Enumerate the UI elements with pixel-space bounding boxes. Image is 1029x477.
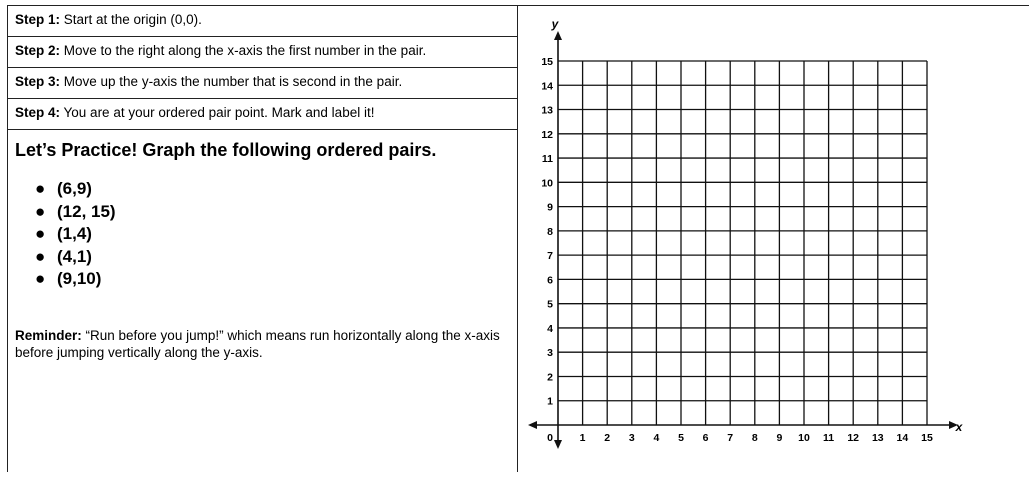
y-tick-labels bbox=[541, 56, 553, 408]
bullet-icon: ● bbox=[35, 201, 46, 221]
step-1-text: Start at the origin (0,0). bbox=[60, 12, 202, 27]
x-tick-label: 1 bbox=[579, 432, 586, 444]
x-tick-label: 12 bbox=[847, 432, 860, 444]
y-tick-label: 8 bbox=[547, 225, 553, 238]
x-tick-label: 2 bbox=[604, 432, 611, 444]
y-tick-label: 6 bbox=[547, 274, 553, 287]
y-axis-down-arrow-icon bbox=[554, 440, 562, 449]
bullet-icon: ● bbox=[35, 269, 46, 288]
step-2-text: Move to the right along the x-axis the first number in the pair. bbox=[60, 43, 427, 58]
pair-text: (12, 15) bbox=[57, 201, 116, 221]
y-tick-label: 14 bbox=[541, 80, 553, 93]
coordinate-grid[interactable] bbox=[518, 6, 1028, 472]
x-tick-label: 11 bbox=[823, 432, 835, 444]
pair-text: (9,10) bbox=[57, 269, 102, 288]
step-4-text: You are at your ordered pair point. Mark and label it! bbox=[60, 105, 375, 120]
x-tick-label: 0 bbox=[547, 432, 553, 444]
ordered-pairs-list bbox=[15, 178, 510, 291]
x-tick-label: 3 bbox=[628, 432, 635, 444]
list-item bbox=[35, 223, 510, 246]
y-tick-label: 11 bbox=[541, 153, 553, 166]
grid-lines bbox=[558, 61, 927, 425]
pair-text: (1,4) bbox=[57, 224, 92, 243]
x-tick-label: 13 bbox=[871, 432, 884, 444]
step-1-label: Step 1: bbox=[15, 12, 61, 27]
y-tick-label: 13 bbox=[541, 104, 553, 117]
x-tick-label: 7 bbox=[727, 432, 734, 444]
list-item bbox=[35, 246, 510, 269]
y-axis-label: y bbox=[551, 17, 559, 31]
x-tick-label: 10 bbox=[798, 432, 810, 444]
x-tick-label: 5 bbox=[678, 432, 684, 444]
step-2-label: Step 2: bbox=[15, 43, 61, 58]
y-tick-label: 5 bbox=[547, 298, 553, 311]
y-tick-label: 7 bbox=[547, 250, 553, 263]
pair-text: (6,9) bbox=[57, 179, 92, 198]
reminder-label: Reminder: bbox=[15, 327, 82, 343]
y-tick-label: 4 bbox=[547, 322, 553, 335]
step-4 bbox=[8, 99, 517, 130]
y-tick-label: 15 bbox=[541, 56, 553, 68]
x-tick-label: 14 bbox=[896, 432, 909, 444]
bullet-icon: ● bbox=[35, 246, 46, 266]
list-item bbox=[35, 201, 510, 224]
practice-section bbox=[8, 130, 517, 361]
y-tick-label: 1 bbox=[547, 395, 553, 408]
y-tick-label: 10 bbox=[541, 177, 553, 190]
y-tick-label: 12 bbox=[541, 128, 553, 141]
step-2 bbox=[8, 37, 517, 68]
step-3-label: Step 3: bbox=[15, 74, 61, 89]
bullet-icon: ● bbox=[35, 224, 46, 243]
graph-panel bbox=[517, 5, 1029, 472]
bullet-icon: ● bbox=[35, 179, 46, 198]
axes bbox=[528, 31, 958, 449]
step-3-text: Move up the y-axis the number that is second in the pair. bbox=[60, 74, 403, 89]
y-tick-label: 9 bbox=[547, 201, 553, 214]
list-item bbox=[35, 268, 510, 291]
reminder-text: “Run before you jump!” which means run horizontally along the x-axis before jumping vertically along the y-axis. bbox=[15, 327, 500, 360]
y-axis-up-arrow-icon bbox=[554, 31, 562, 40]
step-1 bbox=[8, 6, 517, 37]
list-item bbox=[35, 178, 510, 201]
y-tick-label: 3 bbox=[547, 347, 553, 360]
instructions-panel bbox=[7, 5, 517, 472]
y-tick-label: 2 bbox=[547, 371, 553, 384]
x-axis-label: x bbox=[955, 420, 963, 434]
pair-text: (4,1) bbox=[57, 246, 92, 266]
x-tick-label: 6 bbox=[702, 432, 709, 444]
x-tick-label: 9 bbox=[776, 432, 783, 444]
reminder bbox=[15, 327, 515, 361]
step-3 bbox=[8, 68, 517, 99]
x-tick-label: 8 bbox=[751, 432, 758, 444]
x-tick-label: 15 bbox=[921, 432, 933, 444]
x-axis-left-arrow-icon bbox=[528, 421, 537, 429]
step-4-label: Step 4: bbox=[15, 105, 61, 120]
x-tick-label: 4 bbox=[653, 432, 660, 444]
x-tick-labels bbox=[547, 432, 933, 444]
practice-title: Let’s Practice! Graph the following ordered pairs. bbox=[15, 140, 437, 160]
